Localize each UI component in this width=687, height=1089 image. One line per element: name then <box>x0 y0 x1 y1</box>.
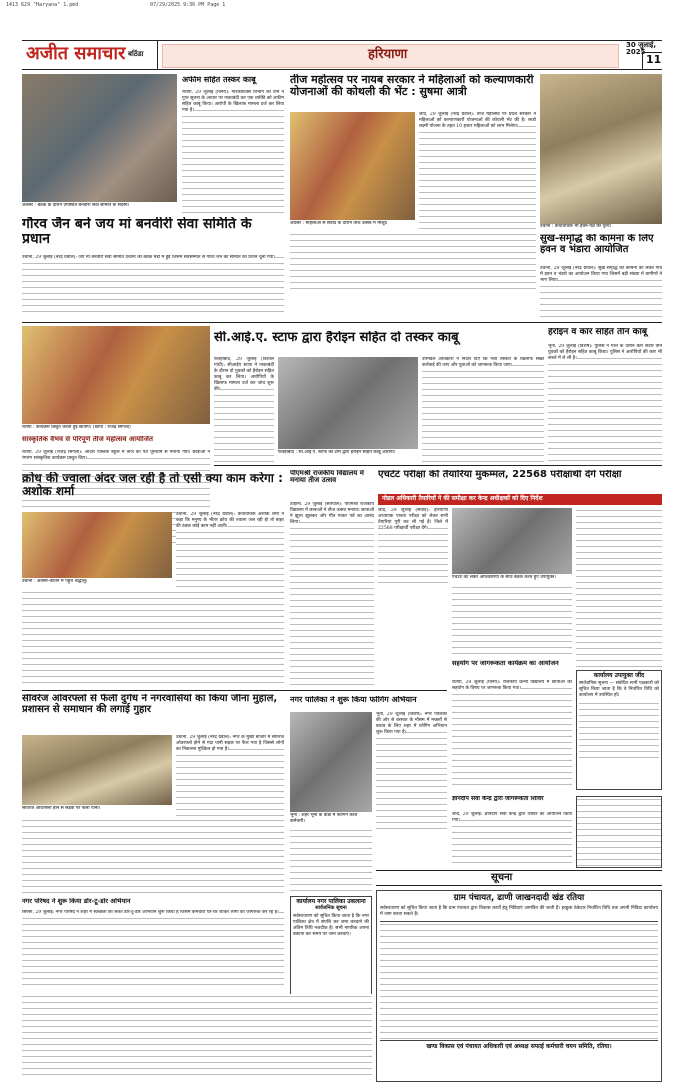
dc-notice-title: कार्यालय उपायुक्त जींद <box>593 672 645 679</box>
dc-notice-lines <box>579 701 659 761</box>
heroin-car-body-text: भूना, 29 जुलाई (विशेष): पुलिस ने गश्त के दौरान कार सवार तीन युवकों को हैरोइन सहित काबू किया। पुलिस ने आरोपियों की कार भी कब्जे में ले ली है। <box>548 344 662 361</box>
sanskritic-photo <box>22 326 210 424</box>
door-to-door-body-text: सिरसा, 29 जुलाई: नगर परिषद ने शहर में स्वच्छता को लेकर डोर-टू-डोर अभियान शुरू किया है जिसमें कर्मचारी घर-घर जाकर लोगों को जागरूक कर रहे हैं। <box>22 910 279 915</box>
fogging-body <box>376 712 447 832</box>
exam-subhead-band <box>378 494 662 505</box>
print-file-name: 1413 629 "Haryana" 1.pmd <box>6 2 79 8</box>
divider-2 <box>214 465 662 466</box>
sewer-photo <box>22 735 172 805</box>
municipality-subtitle: सार्वजनिक सूचना <box>315 905 347 912</box>
paper-name: अजीत समाचार <box>26 43 126 64</box>
section-band <box>162 44 619 68</box>
door-to-door-body <box>22 910 284 990</box>
sewer-body-right <box>176 735 284 821</box>
gram-panchayat-title: ग्राम पंचायत, ढाणी जाखनदादी खंड रतिया <box>453 893 585 903</box>
divider-3 <box>22 690 447 691</box>
opium-body <box>182 90 284 213</box>
fogging-caption: भूना : शहर भूना के वार्डों में फोगिंग करते कर्मचारी। <box>290 813 358 824</box>
havan-body-text: उचाना, 29 जुलाई (नरेंद्र ग्रेवाल): सुख समृद्धि की कामना को लेकर गांव में हवन व भंडारे का आयोजन किया गया जिसमें बड़ी संख्या में ग्रामीणों ने भाग लिया। <box>540 266 662 283</box>
school-body <box>290 502 374 686</box>
awareness-headline: सहयोग पर जागरूकता कार्यक्रम का आयोजन <box>452 660 559 667</box>
havan-photo <box>540 74 662 224</box>
gram-panchayat-sign: खण्ड विकास एवं पंचायत अधिकारी एवं अध्यक्ष सफाई कर्मचारी चयन समिति, रतिया। <box>426 1042 612 1050</box>
gaurav-headline: गौरव जैन बने जय मां बनवीरी सेवा समिति के प्रधान <box>22 217 252 247</box>
municipality-title: कार्यालय नगर पालिका उकलाना <box>296 898 366 905</box>
teej-body-text: जींद, 29 जुलाई (नरेंद्र ग्रेवाल): तीज महोत्सव पर प्रदेश सरकार ने महिलाओं को कल्याणकारी योजनाओं की कोथली भेंट की है। लाडो लक्ष्मी योजना के तहत 10 हजार महिलाओं को लाभ मिलेगा। <box>419 112 536 129</box>
dc-notice-body: सार्वजनिक सूचना — संबंधित सभी पक्षकारों को सूचित किया जाता है कि वे निर्धारित तिथि को कार्यालय में उपस्थित हों। <box>579 681 659 699</box>
krodh-photo <box>22 512 172 578</box>
bottom-left-body <box>22 994 372 1080</box>
opium-headline: अफीम सहित तस्कर काबू <box>182 76 256 84</box>
gaurav-body <box>22 255 284 313</box>
sewer-body-bottom <box>22 818 284 894</box>
cia-body2-text: उपमंडल अधिकारी ने निर्देश दिए कि नशा तस्करों के खिलाफ सख्त कार्रवाई की जाए और युवाओं को जागरूक किया जाए। <box>422 357 544 368</box>
sanskritic-caption: रतिया : कार्यक्रम प्रस्तुत करती हुई छात्राएं। (छाया : राजेंद्र सिंगला) <box>22 425 131 430</box>
exam-body-right <box>576 508 662 668</box>
right-notice-lower <box>576 796 662 868</box>
gaurav-photo <box>22 74 177 202</box>
deputy-commissioner-notice <box>576 670 662 790</box>
awareness-body <box>452 680 572 790</box>
teej-body-right <box>419 112 536 230</box>
school-headline: पीएमश्री राजकीय विद्यालय में मनाया तीज उत्सव <box>290 470 364 485</box>
notice-header: सूचना <box>491 872 513 883</box>
camp-headline: ज्ञानदीप सेवा केन्द्र द्वारा जागरूकता शिविर <box>452 796 544 802</box>
page-number-box <box>642 52 662 70</box>
sewer-body-text: उचाना, 29 जुलाई (नरेंद्र ग्रेवाल): नगर के मुख्य बाजार में सीवरेज ओवरफ्लो होने से गंदा पानी सड़क पर फैल गया है जिससे लोगों का निकलना मुश्किल हो गया है। <box>176 735 284 752</box>
page-number: 11 <box>646 53 662 66</box>
krodh-caption: उचाना : अवसर-कीर्तन में पहुंचे श्रद्धालु। <box>22 579 88 584</box>
teej-headline: तीज महोत्सव पर नायब सरकार ने महिलाओं को कल्याणकारी योजनाओं की कोथली की भेंट : सुषमा आत्री <box>290 74 534 98</box>
exam-photo <box>452 508 572 574</box>
krodh-headline: क्रोध की ज्वाला अंदर जल रही है तो एसी क्या काम करेगा : अशोक शर्मा <box>22 472 283 498</box>
fogging-headline: नगर पालिका ने शुरू किया फोगिंग अभियान <box>290 696 417 704</box>
havan-headline: सुख-समृद्धि की कामना के लिए हवन व भंडारा आयोजित <box>540 234 654 255</box>
paper-city: बठिंडा <box>128 50 144 58</box>
havan-body <box>540 266 662 320</box>
gram-panchayat-notice <box>376 890 662 1082</box>
sewer-headline: सीवरेज ओवरफ्लो से फैली दुर्गंध ने नगरवासियों का किया जीना मुहाल, प्रशासन से समाधान की लगाई गुहार <box>22 694 278 715</box>
gaurav-body-text: उचाना, 29 जुलाई (नरेंद्र ग्रेवाल): जय मां बनवीरी सेवा समिति उचाना की बैठक मंडी में हुई जिसमें सर्वसम्मति से गौरव जैन को समिति का प्रधान चुना गया। <box>22 255 276 260</box>
school-body-text: टोहाना, 29 जुलाई (सतपाल): पीएमश्री राजकीय विद्यालय में छात्राओं ने तीज उत्सव मनाया। छात्राओं ने झूला झूलकर और गीत गाकर पर्व का आनंद लिया। <box>290 502 374 525</box>
fogging-photo <box>290 712 372 812</box>
paper-logo <box>22 41 158 69</box>
exam-body-text: जींद, 29 जुलाई (संवाद): हरियाणा अध्यापक पात्रता परीक्षा को लेकर सभी तैयारियां पूरी कर ली गई हैं। जिले में 22568 परीक्षार्थी परीक्षा देंगे। <box>378 508 448 531</box>
heroin-car-headline: हैरोइन व कार सहित तीन काबू <box>548 328 647 337</box>
cia-body-text: फतेहाबाद, 29 जुलाई (विशाल गांधी): सीआईए स्टाफ ने नाकाबंदी के दौरान दो युवकों को हैरोइन सहित काबू कर लिया। आरोपियों के खिलाफ मामला दर्ज कर जांच शुरू की। <box>214 357 274 392</box>
camp-body <box>452 812 572 864</box>
opium-body-text: रतिया, 29 जुलाई (विनय): नारकोटिक्स विभाग की टीम ने गुप्त सूचना के आधार पर नाकाबंदी कर एक व्यक्ति को अफीम सहित काबू किया। आरोपी के खिलाफ मामला दर्ज कर लिया गया है। <box>182 90 284 113</box>
gram-panchayat-table <box>380 921 658 1041</box>
divider-1 <box>22 322 662 323</box>
cia-caption: फतेहाबाद : सी.आई.ए. स्टाफ की टीम द्वारा हेरोइन सहित काबू आरोपी। <box>278 450 396 455</box>
municipality-body: सर्वसाधारण को सूचित किया जाता है कि नगर पालिका क्षेत्र में संपत्ति कर जमा करवाने की अंतिम तिथि नजदीक है। सभी नागरिक अपना बकाया कर समय पर जमा करवाएं। <box>293 913 369 937</box>
gaurav-caption: अवसर : बैठक के दौरान उपस्थित बनवीरी सेवा समिति के सदस्य। <box>22 203 130 208</box>
cia-body-right <box>422 357 544 462</box>
havan-caption: उचाना : कथावाचक भी हवन-यज्ञ का दृश्य। <box>540 224 612 229</box>
section-name: हरियाणा <box>368 47 408 62</box>
door-to-door-headline: नगर परिषद ने शुरू किया डोर-टू-डोर अभियान <box>22 898 131 905</box>
exam-body-mid <box>452 585 572 655</box>
krodh-body-bottom <box>22 590 284 686</box>
sewer-caption: सीवरेज ओवरफ्लो होने से सड़क पर फैला पानी। <box>22 806 101 811</box>
masthead <box>22 40 662 70</box>
exam-subhead: नोडल अधिकारी तैयारियों ने की समीक्षा कर केन्द्र अधीक्षकों को दिए निर्देश <box>382 495 543 502</box>
krodh-body-text: उचाना, 29 जुलाई (नरेंद्र ग्रेवाल): कथावाचक अशोक शर्मा ने कहा कि मनुष्य के भीतर क्रोध की ज्वाला जल रही हो तो बाहर की ठंडक कोई काम नहीं आती। <box>176 512 284 529</box>
gram-panchayat-body: सर्वसाधारण को सूचित किया जाता है कि ग्राम पंचायत द्वारा विकास कार्यों हेतु निविदाएं आमंत्रित की जाती हैं। इच्छुक ठेकेदार निर्धारित तिथि तक अपनी निविदा कार्यालय में जमा करवा सकते हैं। <box>380 905 658 917</box>
sanskritic-headline: सांस्कृतिक वैभव से परिपूर्ण तीज महोत्सव आयोजित <box>22 436 153 443</box>
cia-photo <box>278 357 418 449</box>
teej-body-bottom <box>290 232 536 294</box>
exam-headline: एचटेट परीक्षा की तैयारियां मुकम्मल, 22568 परीक्षार्थी देंगे परीक्षा <box>378 470 622 480</box>
cia-headline: सी.आई.ए. स्टाफ द्वारा हैरोइन सहित दो तस्कर काबू <box>214 331 459 345</box>
fogging-body-bottom <box>290 828 372 894</box>
fogging-body-text: भूना, 29 जुलाई (विशेष): नगर पालिका की ओर से बरसात के मौसम में मच्छरों से बचाव के लिए शहर में फोगिंग अभियान शुरू किया गया है। <box>376 712 447 735</box>
issue-date: 30 जुलाई, 2025 <box>626 41 657 57</box>
exam-caption: एचटेट को लेकर अधिकारियों के साथ बैठक करते हुए उपायुक्त। <box>452 575 557 580</box>
camp-body-text: जींद, 29 जुलाई: ज्ञानदीप सेवा केन्द्र द्वारा शिविर का आयोजन किया गया। <box>452 812 572 823</box>
cia-body-left <box>214 357 274 462</box>
print-timestamp: 07/29/2025 9:36 PM Page 1 <box>150 2 226 8</box>
sanskritic-body-text: रतिया, 29 जुलाई (राजेंद्र सिंगला): आदर्श पब्लिक स्कूल में तीज का पर्व धूमधाम से मनाया गया। छात्राओं ने रंगारंग सांस्कृतिक कार्यक्रम प्रस्तुत किए। <box>22 450 210 461</box>
krodh-body-right <box>176 512 284 588</box>
exam-body-left <box>378 508 448 588</box>
teej-photo <box>290 112 415 220</box>
municipality-notice <box>290 896 372 996</box>
awareness-body-text: रतिया, 29 जुलाई (विनय): राजकीय कन्या विद्यालय में छात्राओं को सहयोग के विषय पर जागरूक किया गया। <box>452 680 572 691</box>
print-info-strip <box>0 0 687 10</box>
teej-caption: अवसर : महिलाओं से संवाद के दौरान तीज उत्सव में मौजूद <box>290 221 387 226</box>
heroin-car-body <box>548 344 662 464</box>
notice-header-band <box>376 870 662 886</box>
